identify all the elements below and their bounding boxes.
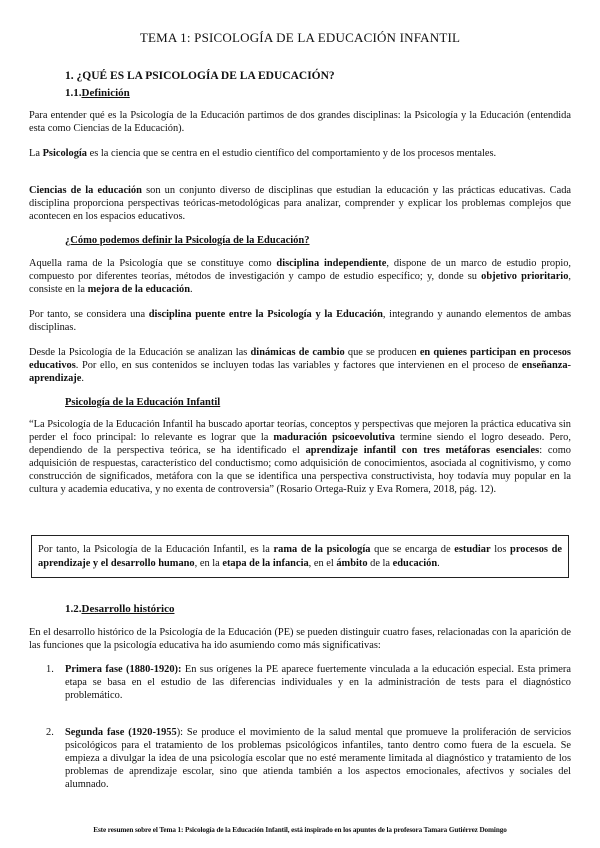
- section-heading: 1. ¿QUÉ ES LA PSICOLOGÍA DE LA EDUCACIÓN?: [65, 70, 335, 82]
- text: de la: [367, 558, 393, 569]
- bold-text: mejora de la educación: [87, 284, 191, 295]
- phase-label: Primera fase (1880-1920):: [65, 664, 182, 675]
- paragraph-definicion-rama: [29, 257, 571, 296]
- phases-list: [29, 663, 571, 791]
- subsection-heading-desarrollo: [65, 603, 174, 615]
- bold-text: enseñanza-aprendizaje: [29, 360, 571, 384]
- bold-text: procesos de aprendizaje y el desarrollo humano: [38, 544, 562, 569]
- paragraph-ciencias-educacion: [29, 184, 571, 223]
- phase-text: En sus orígenes la PE aparece fuertemente vinculada a la educación especial. Esta primera etapa se basa en el estudio de las diferencias individuales y en la administración de tests para el diagnóstico problemático.: [65, 664, 571, 701]
- footer-note: Este resumen sobre el Tema 1: Psicología de la Educación Infantil, está inspirado en los apuntes de la profesora Tamara Gutiérrez Domingo: [93, 826, 507, 834]
- text: “La Psicología de la Educación Infantil ha buscado aportar teorías, conceptos y perspectivas que mejoren la práctica educativa sin perder el foco principal: lo relevante es lograr que la: [29, 419, 571, 443]
- quote-paragraph: [29, 418, 571, 496]
- text: , dispone de un marco de estudio propio, compuesto por diferentes teorías, métodos de investigación y campo de estudio específico; y, donde su: [29, 258, 572, 282]
- subsection-heading-definicion: [65, 87, 130, 99]
- paragraph-psicologia: [29, 147, 571, 160]
- paragraph-disciplina-puente: [29, 308, 571, 334]
- list-item: [46, 663, 571, 702]
- text: , consiste en la: [29, 271, 571, 295]
- subsection-title: Definición: [81, 87, 130, 99]
- text: .: [190, 284, 193, 295]
- bold-text: disciplina puente entre la Psicología y la Educación: [148, 309, 383, 320]
- text: los: [490, 544, 511, 555]
- bold-text: Psicología: [42, 148, 88, 159]
- subsection-title: Desarrollo histórico: [81, 603, 175, 615]
- text: termine siendo el logro deseado. Pero, dependiendo de la perspectiva teórica, se ha identificado el: [29, 432, 571, 456]
- subsection-number: 1.2.: [65, 603, 82, 615]
- bold-text: Ciencias de la educación: [29, 185, 142, 196]
- text: es la ciencia que se centra en el estudio científico del comportamiento y de los procesos mentales.: [87, 148, 497, 159]
- question-heading: ¿Cómo podemos definir la Psicología de la Educación?: [65, 235, 310, 246]
- bold-text: estudiar: [454, 544, 491, 555]
- text: .: [81, 373, 84, 384]
- bold-text: maduración psicoevolutiva: [273, 432, 395, 443]
- text: , integrando y aunando elementos de ambas disciplinas.: [29, 309, 571, 333]
- bold-text: dinámicas de cambio: [250, 347, 345, 358]
- text: , en la: [194, 558, 223, 569]
- document-title: TEMA 1: PSICOLOGÍA DE LA EDUCACIÓN INFANTIL: [139, 30, 461, 45]
- paragraph-intro: Para entender qué es la Psicología de la Educación partimos de dos grandes disciplinas: la Psicología y la Educación (entendida esta como Ciencias de la Educación).: [29, 110, 571, 134]
- text: , en el: [308, 558, 337, 569]
- subsection-number: 1.1.: [65, 87, 82, 99]
- bold-text: aprendizaje infantil con tres metáforas esenciales: [305, 445, 540, 456]
- list-number: 2.: [46, 727, 54, 738]
- text: son un conjunto diverso de disciplinas que estudian la educación y las prácticas educativas. Cada disciplina proporciona perspectivas teóricas-metodológicas para analizar, comprender y explicar los problemas complejos que acontecen en los espacios educativos.: [29, 185, 571, 222]
- bold-text: objetivo prioritario: [481, 271, 569, 282]
- text: La: [29, 148, 43, 159]
- bold-text: educación: [392, 558, 438, 569]
- text: : como adquisición de respuestas, característico del conductismo; como adquisición de conocimientos, asociada al cognitivismo, y como construcción de significados, metáfora con la que se identifica una perspectiva constructivista, hoy todavía muy popular en la cultura y academia educativa, y no exenta de controversia” (Rosario Ortega-Ruiz y Eva Romera, 2018, pág. 12).: [29, 445, 571, 495]
- bold-text: disciplina independiente: [276, 258, 387, 269]
- text: Aquella rama de la Psicología que se constituye como: [29, 258, 277, 269]
- bold-text: rama de la psicología: [273, 544, 371, 555]
- list-item: [46, 726, 571, 791]
- pei-heading: Psicología de la Educación Infantil: [65, 397, 221, 408]
- phase-text: ): Se produce el movimiento de la salud mental que promueve la proliferación de servicios psicológicos para el tratamiento de los problemas psicológicos infantiles, tanto dentro como fuera de la escuela. Se empieza a divulgar la idea de una psicología escolar que no esté meramente limitada al diagnóstico y tratamiento de los problemas de aprendizaje escolar, sino que atienda también a los aspectos emocionales, afectivos y sociales del alumnado.: [65, 727, 571, 790]
- text: . Por ello, en sus contenidos se incluyen todas las variables y factores que intervienen en el proceso de: [75, 360, 522, 371]
- text: .: [437, 558, 440, 569]
- text: que se producen: [344, 347, 420, 358]
- text: que se encarga de: [370, 544, 455, 555]
- text: Por tanto, se considera una: [29, 309, 149, 320]
- summary-box: [31, 535, 569, 578]
- bold-text: etapa de la infancia: [222, 558, 309, 569]
- paragraph-desarrollo-intro: En el desarrollo histórico de la Psicología de la Educación (PE) se pueden distinguir cuatro fases, relacionadas con la aparición de las funciones que la psicología educativa ha ido asumiendo como más significativas:: [29, 627, 571, 651]
- text: Desde la Psicología de la Educación se analizan las: [29, 347, 251, 358]
- paragraph-dinamicas-cambio: [29, 346, 571, 385]
- text: Por tanto, la Psicología de la Educación Infantil, es la: [38, 544, 274, 555]
- phase-label: Segunda fase (1920-1955: [65, 727, 177, 738]
- bold-text: ámbito: [336, 558, 368, 569]
- list-number: 1.: [46, 664, 54, 675]
- bold-text: en quienes participan en procesos educativos: [29, 347, 571, 371]
